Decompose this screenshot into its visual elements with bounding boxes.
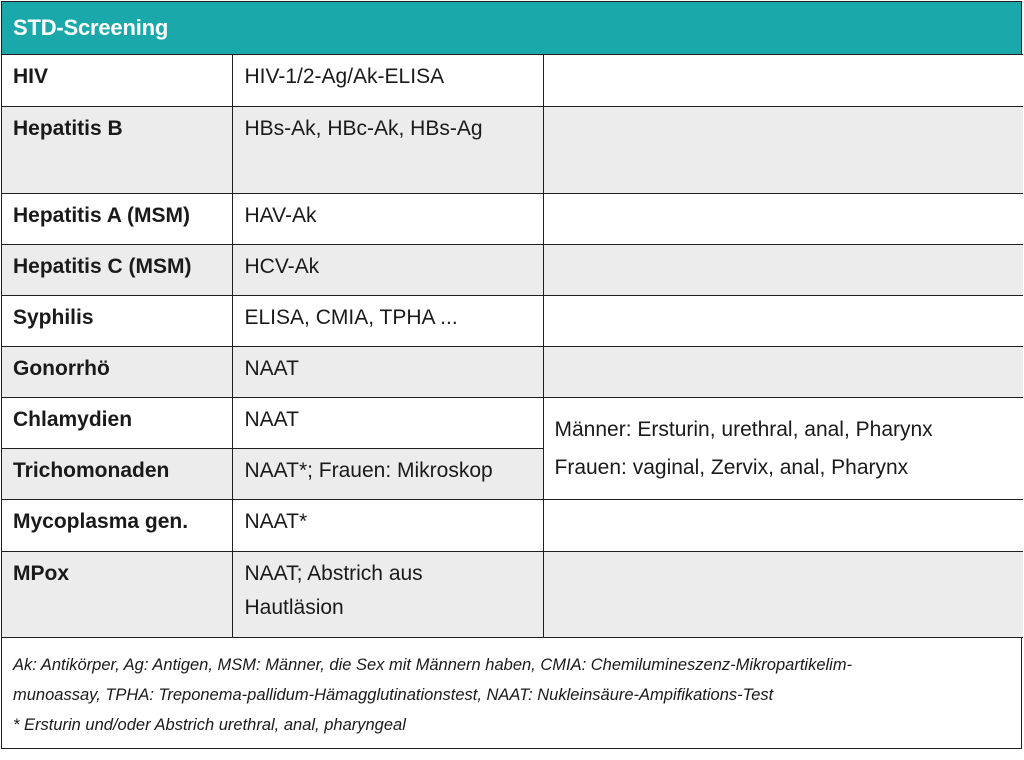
- footnote-line-1: Ak: Antikörper, Ag: Antigen, MSM: Männer, die Sex mit Männern haben, CMIA: Chemilumineszenz-Mikropartikelim-: [13, 656, 853, 674]
- row-note-cell: [543, 245, 1023, 296]
- footnote-line-2: munoassay, TPHA: Treponema-pallidum-Hämagglutinationstest, NAAT: Nukleinsäure-Ampifikations-Test: [13, 686, 774, 704]
- table-row: [2, 552, 1023, 638]
- row-name-cell: [2, 552, 232, 638]
- row-test: HCV-Ak: [244, 255, 320, 278]
- row-name: Syphilis: [13, 306, 94, 329]
- row-name: HIV: [13, 65, 49, 88]
- row-note-cell: [543, 107, 1023, 194]
- row-name: Hepatitis B: [13, 117, 123, 140]
- row-note-cell: [543, 347, 1023, 398]
- footnote-line-3: * Ersturin und/oder Abstrich urethral, anal, pharyngeal: [13, 716, 406, 734]
- row-name: Mycoplasma gen.: [13, 510, 189, 533]
- std-screening-table-frame: [1, 1, 1022, 749]
- sampling-note-women: Frauen: vaginal, Zervix, anal, Pharynx: [554, 455, 909, 479]
- screening-table: [2, 54, 1023, 638]
- row-note-cell: [543, 296, 1023, 347]
- row-name: Trichomonaden: [13, 459, 170, 482]
- row-name-cell: [2, 107, 232, 194]
- row-note-cell: [543, 552, 1023, 638]
- row-test: ELISA, CMIA, TPHA ...: [244, 306, 458, 329]
- row-test: HBs-Ak, HBc-Ak, HBs-Ag: [244, 117, 483, 140]
- row-note-cell: [543, 55, 1023, 107]
- row-name: MPox: [13, 562, 70, 585]
- row-test: NAAT: [244, 408, 299, 431]
- row-name: Gonorrhö: [13, 357, 110, 380]
- row-test: NAAT*: [244, 510, 308, 533]
- merged-sampling-note-cell: [543, 398, 1023, 500]
- row-test: [245, 544, 532, 625]
- table-footnotes: [13, 650, 1013, 740]
- table-row: [2, 107, 1023, 194]
- row-name: Hepatitis C (MSM): [13, 255, 192, 278]
- row-test: NAAT*; Frauen: Mikroskop: [244, 459, 493, 482]
- row-note-cell: [543, 500, 1023, 552]
- row-test-line1: NAAT; Abstrich aus: [244, 562, 423, 585]
- row-note-cell: [543, 194, 1023, 245]
- sampling-note-men: Männer: Ersturin, urethral, anal, Pharynx: [554, 417, 933, 441]
- row-test-cell: [232, 552, 543, 638]
- row-name: Hepatitis A (MSM): [13, 204, 190, 227]
- row-test: HAV-Ak: [244, 204, 317, 227]
- table-title: STD-Screening: [13, 15, 169, 40]
- row-test: NAAT: [244, 357, 299, 380]
- row-test-line2: Hautläsion: [244, 596, 344, 619]
- row-test-cell: [232, 107, 543, 194]
- row-name: Chlamydien: [13, 408, 133, 431]
- row-test: HIV-1/2-Ag/Ak-ELISA: [244, 65, 445, 88]
